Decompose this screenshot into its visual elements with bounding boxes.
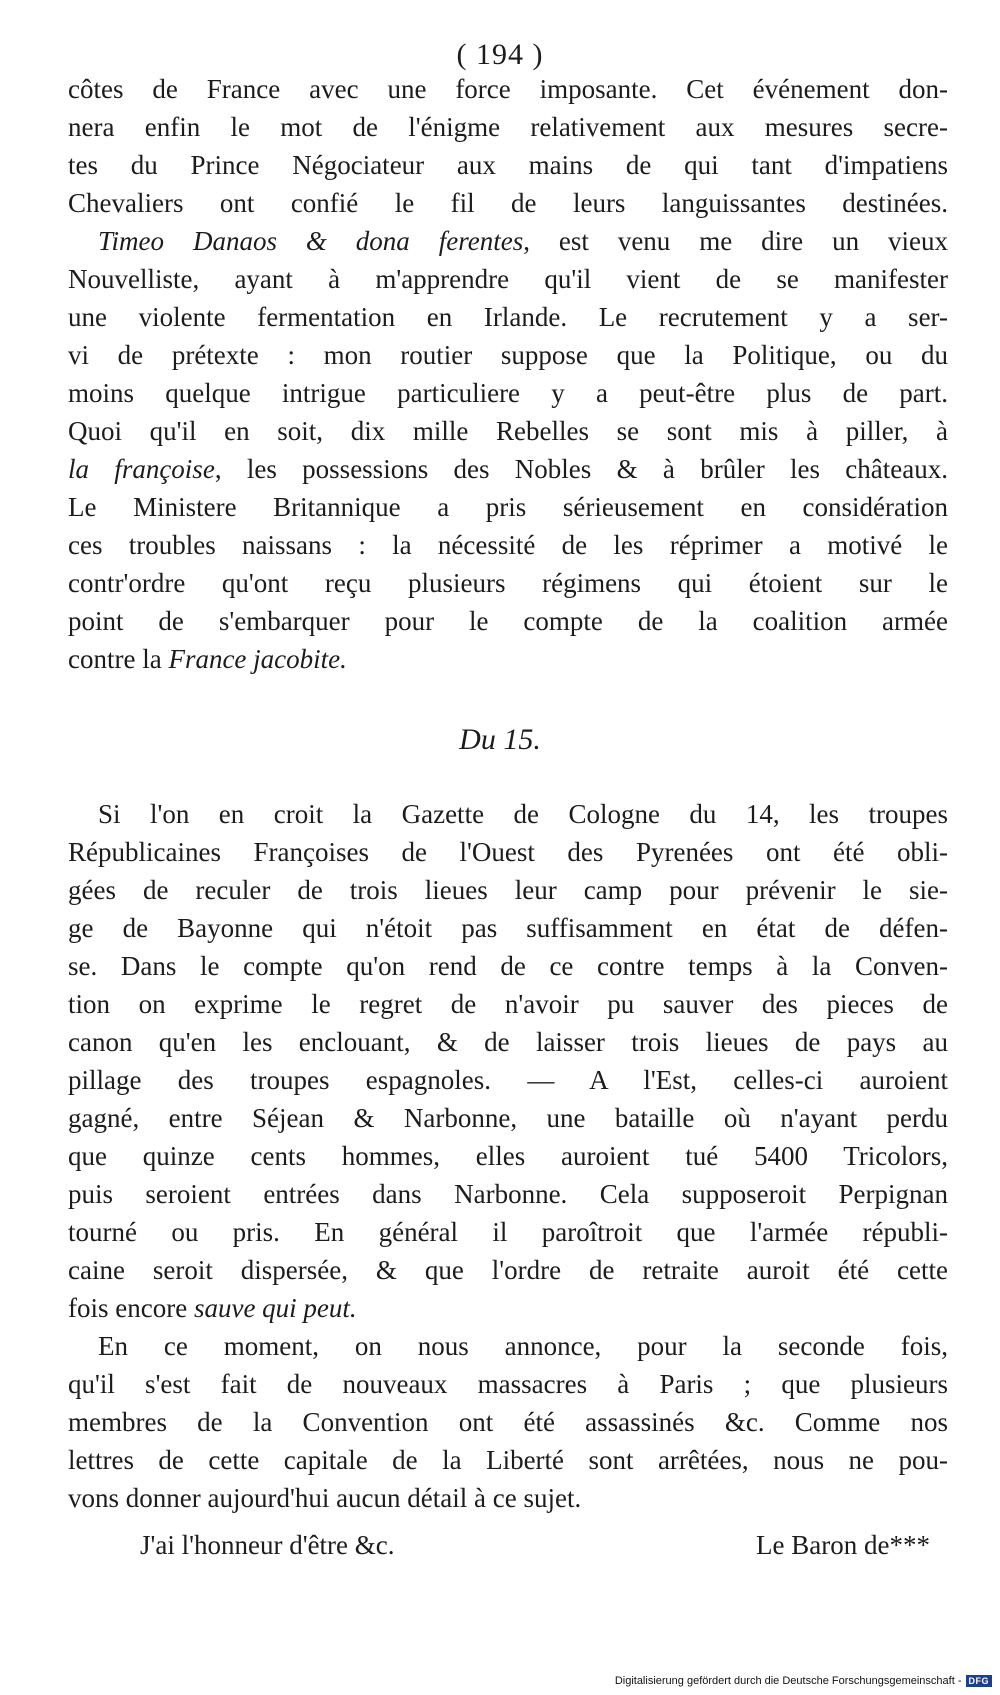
text-line: vi de prétexte : mon routier suppose que la Politique, ou du: [68, 340, 948, 370]
text-line: vons donner aujourd'hui aucun détail à ce sujet.: [68, 1483, 582, 1513]
footer-text: Digitalisierung gefördert durch die Deutsche Forschungsgemeinschaft -: [614, 1675, 962, 1687]
text-line: En ce moment, on nous annonce, pour la seconde fois,: [98, 1331, 948, 1361]
text-line: moins quelque intrigue particuliere y a peut-être plus de part.: [68, 378, 948, 408]
text-line: Nouvelliste, ayant à m'apprendre qu'il vient de se manifester: [68, 264, 948, 294]
closing-formula: J'ai l'honneur d'être &c.: [140, 1530, 395, 1560]
text-line: ge de Bayonne qui n'étoit pas suffisamment en état de défen-: [68, 913, 948, 943]
text-fragment: fois encore: [68, 1293, 194, 1323]
page-number: ( 194 ): [456, 38, 544, 71]
italic-phrase: France jacobite.: [168, 644, 347, 674]
digitization-footer: [615, 1675, 992, 1687]
italic-phrase: la françoise: [68, 454, 215, 484]
latin-quote: Timeo Danaos & dona ferentes: [98, 226, 524, 256]
text-line: membres de la Convention ont été assassinés &c. Comme nos: [68, 1407, 948, 1437]
text-line: canon qu'en les enclouant, & de laisser trois lieues de pays au: [68, 1027, 948, 1057]
text-line: caine seroit dispersée, & que l'ordre de retraite auroit été cette: [68, 1255, 948, 1285]
text-line: contr'ordre qu'ont reçu plusieurs régimens qui étoient sur le: [68, 568, 948, 598]
dateline: Du 15.: [459, 723, 541, 756]
text-fragment: , les possessions des Nobles & à brûler les châteaux.: [214, 454, 948, 484]
text-line: Si l'on en croit la Gazette de Cologne du 14, les troupes: [98, 799, 948, 829]
signature-row: [140, 1530, 930, 1561]
text-line: tourné ou pris. En général il paroîtroit que l'armée républi-: [68, 1217, 948, 1247]
italic-phrase: sauve qui peut.: [193, 1293, 357, 1323]
text-line: gagné, entre Séjean & Narbonne, une bataille où n'ayant perdu: [68, 1103, 948, 1133]
text-line: puis seroient entrées dans Narbonne. Cela supposeroit Perpignan: [68, 1179, 948, 1209]
text-line: ces troubles naissans : la nécessité de les réprimer a motivé le: [68, 530, 948, 560]
text-line: se. Dans le compte qu'on rend de ce contre temps à la Conven-: [68, 951, 948, 981]
text-line: [68, 640, 948, 678]
text-line: pillage des troupes espagnoles. — A l'Est, celles-ci auroient: [68, 1065, 948, 1095]
text-line: Quoi qu'il en soit, dix mille Rebelles se sont mis à piller, à: [68, 416, 948, 446]
text-line: Chevaliers ont confié le fil de leurs languissantes destinées.: [68, 188, 948, 218]
text-line: une violente fermentation en Irlande. Le recrutement y a ser-: [68, 302, 948, 332]
signature: Le Baron de***: [756, 1530, 930, 1560]
dfg-logo: DFG: [966, 1675, 993, 1687]
text-line: lettres de cette capitale de la Liberté sont arrêtées, nous ne pou-: [68, 1445, 948, 1475]
text-line: tes du Prince Négociateur aux mains de qui tant d'impatiens: [68, 150, 948, 180]
text-line: Républicaines Françoises de l'Ouest des Pyrenées ont été obli-: [68, 837, 948, 867]
text-line: [68, 450, 948, 488]
text-line: que quinze cents hommes, elles auroient tué 5400 Tricolors,: [68, 1141, 948, 1171]
text-line: côtes de France avec une force imposante. Cet événement don-: [68, 74, 948, 104]
text-line: [68, 1289, 948, 1327]
text-line: point de s'embarquer pour le compte de la coalition armée: [68, 606, 948, 636]
text-block-bottom: [68, 795, 948, 1517]
text-fragment: , est venu me dire un vieux: [523, 226, 948, 256]
text-line: gées de reculer de trois lieues leur camp pour prévenir le sie-: [68, 875, 948, 905]
text-line: Le Ministere Britannique a pris sérieusement en considération: [68, 492, 948, 522]
text-line: [68, 222, 948, 260]
text-block-top: [68, 70, 948, 678]
text-line: qu'il s'est fait de nouveaux massacres à Paris ; que plusieurs: [68, 1369, 948, 1399]
text-fragment: contre la: [68, 644, 169, 674]
text-line: nera enfin le mot de l'énigme relativement aux mesures secre-: [68, 112, 948, 142]
text-line: tion on exprime le regret de n'avoir pu sauver des pieces de: [68, 989, 948, 1019]
